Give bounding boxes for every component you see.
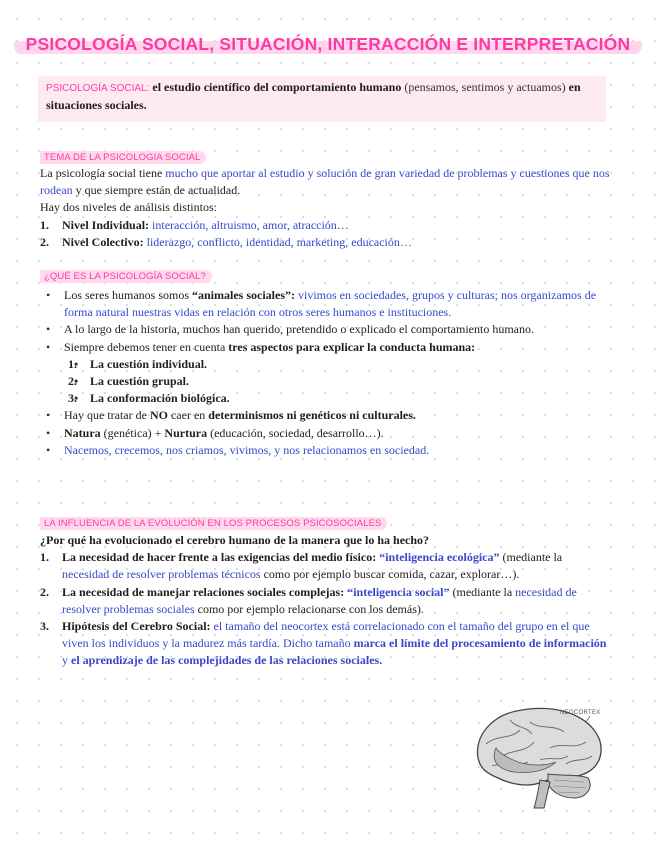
definition-label: PSICOLOGÍA SOCIAL: (46, 83, 150, 94)
b1-bold: “animales sociales”: (192, 288, 295, 302)
page-title: PSICOLOGÍA SOCIAL, SITUACIÓN, INTERACCIÓN E INTERPRETACIÓN (14, 32, 643, 57)
definition-box (38, 76, 606, 122)
level-text: interacción, altruismo, amor, atracción… (152, 217, 349, 232)
i3-blue-bold-2: el aprendizaje de las complejidades de las relaciones sociales. (71, 653, 383, 668)
b4-no: NO (149, 408, 168, 423)
section-heading-evolucion: LA INFLUENCIA DE LA EVOLUCIÓN EN LOS PROCESOS PSICOSOCIALES (40, 517, 387, 530)
definition-bold-2: en situaciones sociales. (46, 80, 581, 112)
definition-bold-1: el estudio científico del comportamiento humano (152, 80, 402, 94)
brain-illustration (470, 700, 620, 810)
bullet-item (40, 287, 610, 321)
bullet-item (40, 442, 610, 459)
i1-bold: La necesidad de hacer frente a las exigencias del medio físico: (62, 550, 377, 565)
tema-p1-blue: mucho que aportar al estudio y solución de gran variedad de problemas y cuestiones que nos rodean (40, 166, 610, 198)
evolucion-item (40, 618, 610, 670)
i1-a: (mediante la (502, 550, 563, 565)
i2-blue-bold: “inteligencia social” (347, 584, 450, 599)
que-es-list (40, 287, 610, 459)
level-num: 2. (40, 234, 49, 249)
tema-p1-a: La psicología social tiene (40, 166, 163, 180)
level-item (40, 234, 610, 251)
aspect-item (68, 373, 610, 390)
evolucion-item (40, 584, 610, 618)
b5-nurtura: Nurtura (164, 425, 208, 440)
bullet-item (40, 407, 610, 424)
i1-blue-bold: “inteligencia ecológica” (379, 550, 500, 565)
levels-list (40, 217, 610, 251)
aspect-text: La cuestión individual. (90, 356, 208, 371)
tema-p1-c: y que siempre están de actualidad. (75, 183, 241, 198)
section-heading-tema: TEMA DE LA PSICOLOGIA SOCIAL (40, 151, 206, 164)
i1-blue: necesidad de resolver problemas técnicos (62, 567, 261, 582)
level-label: Nivel Colectivo: (62, 234, 144, 249)
i2-blue: necesidad de resolver problemas sociales (62, 584, 577, 616)
b5-natura: Natura (64, 425, 101, 440)
aspect-num: • 1. (68, 356, 77, 371)
evolucion-list (40, 549, 610, 669)
tema-block (40, 165, 610, 251)
evolucion-item (40, 549, 610, 583)
aspect-item (68, 356, 610, 373)
i3-blue-1: el tamaño del neocortex está correlacionado con el tamaño del grupo en el que viven los individuos y la madurez más tardía. Dicho tamaño (62, 619, 590, 651)
b4-b: caer en (170, 408, 206, 423)
aspect-num: • 2. (68, 374, 77, 389)
brain-label: NEOCÓRTEX (560, 710, 601, 716)
section-heading-que-es: ¿QUÉ ES LA PSICOLOGÍA SOCIAL? (40, 270, 212, 283)
aspect-num: • 3. (68, 391, 77, 406)
tema-paragraph-2: Hay dos niveles de análisis distintos: (40, 200, 217, 215)
i3-blue-bold-1: marca el límite del procesamiento de información (353, 636, 607, 651)
i2-b: como por ejemplo relacionarse con los demás). (197, 601, 424, 616)
b3-bold: tres aspectos para explicar la conducta humana: (228, 339, 476, 354)
evolucion-question: ¿Por qué ha evolucionado el cerebro humano de la manera que lo ha hecho? (40, 533, 430, 547)
level-label: Nivel Individual: (62, 217, 150, 232)
que-es-block (40, 287, 610, 459)
i3-bold: Hipótesis del Cerebro Social: (62, 619, 211, 634)
bullet-item (40, 339, 610, 408)
aspect-item (68, 390, 610, 407)
b2: A lo largo de la historia, muchos han querido, pretendido o explicado el comportamiento humano. (64, 322, 534, 337)
i1-b: como por ejemplo buscar comida, cazar, explorar…). (263, 567, 520, 582)
aspects-list (64, 356, 610, 408)
b1-blue: vivimos en sociedades, grupos y culturas; nos organizamos de forma natural nuestras vidas en relación con otros seres humanos e instituciones. (64, 288, 597, 320)
item-num: 3. (40, 619, 49, 634)
title-wrap (0, 32, 656, 57)
evolucion-block (40, 532, 610, 670)
i2-bold: La necesidad de manejar relaciones sociales complejas: (62, 584, 345, 599)
bullet-item (40, 321, 610, 338)
b6: Nacemos, crecemos, nos criamos, vivimos, y nos relacionamos en sociedad. (64, 442, 430, 457)
b4-bold: determinismos ni genéticos ni culturales. (208, 408, 416, 423)
b5-a: (genética) + (103, 425, 162, 440)
b1-a: Los seres humanos somos (64, 288, 189, 302)
brain-drawing (477, 708, 601, 808)
bullet-item (40, 425, 610, 442)
b3-a: Siempre debemos tener en cuenta (64, 339, 226, 354)
b5-b: (educación, sociedad, desarrollo…). (210, 425, 384, 440)
tema-paragraph-1 (40, 165, 610, 199)
aspect-text: La conformación biológica. (90, 391, 230, 406)
item-num: 2. (40, 584, 49, 599)
level-item (40, 217, 610, 234)
level-text: liderazgo, conflicto, identidad, marketing, educación… (146, 234, 412, 249)
aspect-text: La cuestión grupal. (90, 374, 190, 389)
i3-blue-2: y (62, 653, 68, 668)
b4-a: Hay que tratar de (64, 408, 147, 423)
i2-a: (mediante la (452, 584, 513, 599)
item-num: 1. (40, 550, 49, 565)
definition-normal-1: (pensamos, sentimos y actuamos) (404, 80, 566, 94)
level-num: 1. (40, 217, 49, 232)
